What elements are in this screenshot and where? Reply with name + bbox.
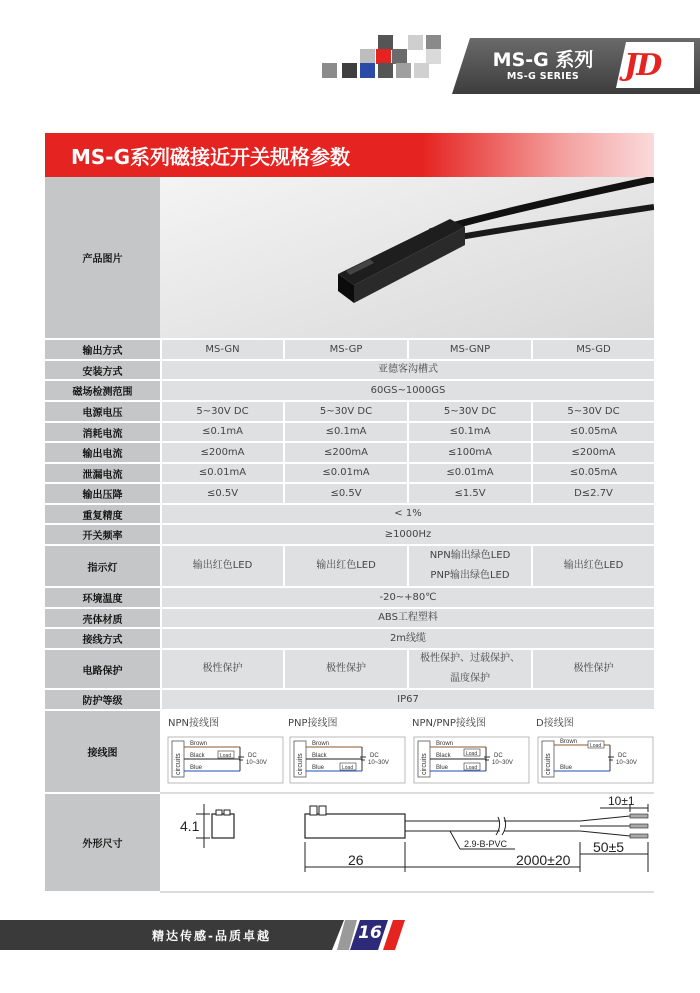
circuit-label-npn: circuits bbox=[175, 753, 182, 775]
cell-consumption-1: ≤0.1mA bbox=[160, 423, 283, 443]
dim-strip: 50±5 bbox=[593, 839, 625, 855]
black-label-npn: Black bbox=[190, 753, 205, 759]
dcv-label-npnpnp: 10~30V bbox=[492, 760, 513, 766]
cell-drop-3: ≤1.5V bbox=[407, 484, 531, 505]
load-label-npnpnp-1: Load bbox=[466, 751, 478, 757]
cell-indicator-2: 输出红色LED bbox=[283, 546, 407, 588]
cell-ip: IP67 bbox=[160, 690, 654, 711]
page-title: MS-G系列磁接近开关规格参数 bbox=[71, 145, 351, 169]
label-consumption: 消耗电流 bbox=[45, 423, 160, 443]
blue-label-npnpnp: Blue bbox=[436, 765, 449, 771]
cell-out-current-4: ≤200mA bbox=[531, 443, 654, 464]
label-voltage: 电源电压 bbox=[45, 402, 160, 423]
indicator-pnp: PNP输出绿色LED bbox=[430, 570, 510, 581]
cell-out-current-3: ≤100mA bbox=[407, 443, 531, 464]
label-shell: 壳体材质 bbox=[45, 609, 160, 629]
footer-slogan: 精达传感-品质卓越 bbox=[152, 929, 271, 943]
load-label-npnpnp-2: Load bbox=[466, 765, 478, 771]
cell-indicator-1: 输出红色LED bbox=[160, 546, 283, 588]
black-label-pnp: Black bbox=[312, 753, 327, 759]
cell-leak-1: ≤0.01mA bbox=[160, 464, 283, 484]
cell-voltage-4: 5~30V DC bbox=[531, 402, 654, 423]
brown-label-npnpnp: Brown bbox=[436, 741, 454, 747]
load-label-pnp: Load bbox=[342, 765, 354, 771]
cell-protect-4: 极性保护 bbox=[531, 650, 654, 690]
brown-label-pnp: Brown bbox=[312, 741, 330, 747]
circuit-label-npnpnp: circuits bbox=[421, 753, 428, 775]
page-number: 16 bbox=[358, 923, 382, 943]
dcv-label-d: 10~30V bbox=[616, 760, 637, 766]
label-wiring: 接线图 bbox=[45, 711, 160, 794]
cell-drop-1: ≤0.5V bbox=[160, 484, 283, 505]
blue-label-d: Blue bbox=[560, 765, 573, 771]
blue-label-pnp: Blue bbox=[312, 765, 325, 771]
cell-indicator-4: 输出红色LED bbox=[531, 546, 654, 588]
cell-mount: 亚德客沟槽式 bbox=[160, 361, 654, 381]
protect-line-2: 温度保护 bbox=[450, 673, 490, 684]
wiring-npnpnp bbox=[414, 737, 529, 783]
dcv-label-pnp: 10~30V bbox=[368, 760, 389, 766]
series-subtitle: MS-G SERIES bbox=[506, 71, 580, 82]
cell-consumption-2: ≤0.1mA bbox=[283, 423, 407, 443]
circuit-label-pnp: circuits bbox=[297, 753, 304, 775]
label-leak: 泄漏电流 bbox=[45, 464, 160, 484]
wiring-diagrams bbox=[160, 711, 654, 794]
wiring-title-npnpnp: NPN/PNP接线图 bbox=[412, 718, 486, 729]
dimension-drawing bbox=[160, 794, 654, 893]
wiring-npn bbox=[168, 737, 283, 783]
cell-consumption-3: ≤0.1mA bbox=[407, 423, 531, 443]
cell-voltage-2: 5~30V DC bbox=[283, 402, 407, 423]
dcv-label-npn: 10~30V bbox=[246, 760, 267, 766]
indicator-npn: NPN输出绿色LED bbox=[429, 550, 511, 561]
dim-cable: 2000±20 bbox=[516, 852, 571, 868]
wiring-d bbox=[538, 737, 653, 783]
dc-label-npn: DC bbox=[248, 753, 257, 759]
label-freq: 开关频率 bbox=[45, 525, 160, 546]
cell-output-2: MS-GP bbox=[283, 340, 407, 361]
cell-voltage-1: 5~30V DC bbox=[160, 402, 283, 423]
blue-label-npn: Blue bbox=[190, 765, 203, 771]
label-photo: 产品图片 bbox=[45, 177, 160, 340]
label-protect: 电路保护 bbox=[45, 650, 160, 690]
label-indicator: 指示灯 bbox=[45, 546, 160, 588]
dim-pvc: 2.9-B-PVC bbox=[464, 839, 508, 849]
cell-indicator-3 bbox=[407, 546, 531, 588]
label-range: 磁场检测范围 bbox=[45, 381, 160, 402]
label-wire: 接线方式 bbox=[45, 629, 160, 650]
cell-leak-4: ≤0.05mA bbox=[531, 464, 654, 484]
cell-consumption-4: ≤0.05mA bbox=[531, 423, 654, 443]
cell-shell: ABS工程塑料 bbox=[160, 609, 654, 629]
dc-label-pnp: DC bbox=[370, 753, 379, 759]
label-drop: 输出压降 bbox=[45, 484, 160, 505]
load-label-npn: Load bbox=[220, 753, 232, 759]
cell-voltage-3: 5~30V DC bbox=[407, 402, 531, 423]
cell-out-current-2: ≤200mA bbox=[283, 443, 407, 464]
brown-label-npn: Brown bbox=[190, 741, 208, 747]
load-label-d: Load bbox=[590, 743, 602, 749]
cell-protect-3 bbox=[407, 650, 531, 690]
cell-leak-2: ≤0.01mA bbox=[283, 464, 407, 484]
cell-protect-2: 极性保护 bbox=[283, 650, 407, 690]
wiring-pnp bbox=[290, 737, 405, 783]
label-repeat: 重复精度 bbox=[45, 505, 160, 525]
label-output: 输出方式 bbox=[45, 340, 160, 361]
dim-tip: 10±1 bbox=[608, 794, 635, 808]
cell-protect-1: 极性保护 bbox=[160, 650, 283, 690]
wiring-title-npn: NPN接线图 bbox=[168, 718, 219, 729]
cell-temp: -20~+80℃ bbox=[160, 588, 654, 609]
cell-drop-2: ≤0.5V bbox=[283, 484, 407, 505]
wiring-title-pnp: PNP接线图 bbox=[288, 718, 338, 729]
cell-output-3: MS-GNP bbox=[407, 340, 531, 361]
dc-label-npnpnp: DC bbox=[494, 753, 503, 759]
brand-logo: JD bbox=[624, 48, 661, 83]
label-dims: 外形尺寸 bbox=[45, 794, 160, 893]
cell-leak-3: ≤0.01mA bbox=[407, 464, 531, 484]
dc-label-d: DC bbox=[618, 753, 627, 759]
label-ip: 防护等级 bbox=[45, 690, 160, 711]
product-photo bbox=[160, 177, 654, 340]
protect-line-1: 极性保护、过载保护、 bbox=[420, 653, 520, 664]
cell-out-current-1: ≤200mA bbox=[160, 443, 283, 464]
wiring-title-d: D接线图 bbox=[536, 718, 574, 729]
circuit-label-d: circuits bbox=[545, 753, 552, 775]
cell-repeat: < 1% bbox=[160, 505, 654, 525]
cell-wire: 2m线缆 bbox=[160, 629, 654, 650]
cell-range: 60GS~1000GS bbox=[160, 381, 654, 402]
cell-drop-4: D≤2.7V bbox=[531, 484, 654, 505]
dim-length: 26 bbox=[348, 852, 364, 868]
header-decor-squares bbox=[322, 35, 442, 80]
title-bar bbox=[45, 133, 654, 177]
dim-height: 4.1 bbox=[180, 818, 200, 834]
brown-label-d: Brown bbox=[560, 739, 578, 745]
label-out-current: 输出电流 bbox=[45, 443, 160, 464]
cell-output-4: MS-GD bbox=[531, 340, 654, 361]
label-mount: 安装方式 bbox=[45, 361, 160, 381]
cell-output-1: MS-GN bbox=[160, 340, 283, 361]
cell-freq: ≥1000Hz bbox=[160, 525, 654, 546]
label-temp: 环境温度 bbox=[45, 588, 160, 609]
series-title: MS-G 系列 bbox=[492, 49, 594, 71]
black-label-npnpnp: Black bbox=[436, 753, 451, 759]
